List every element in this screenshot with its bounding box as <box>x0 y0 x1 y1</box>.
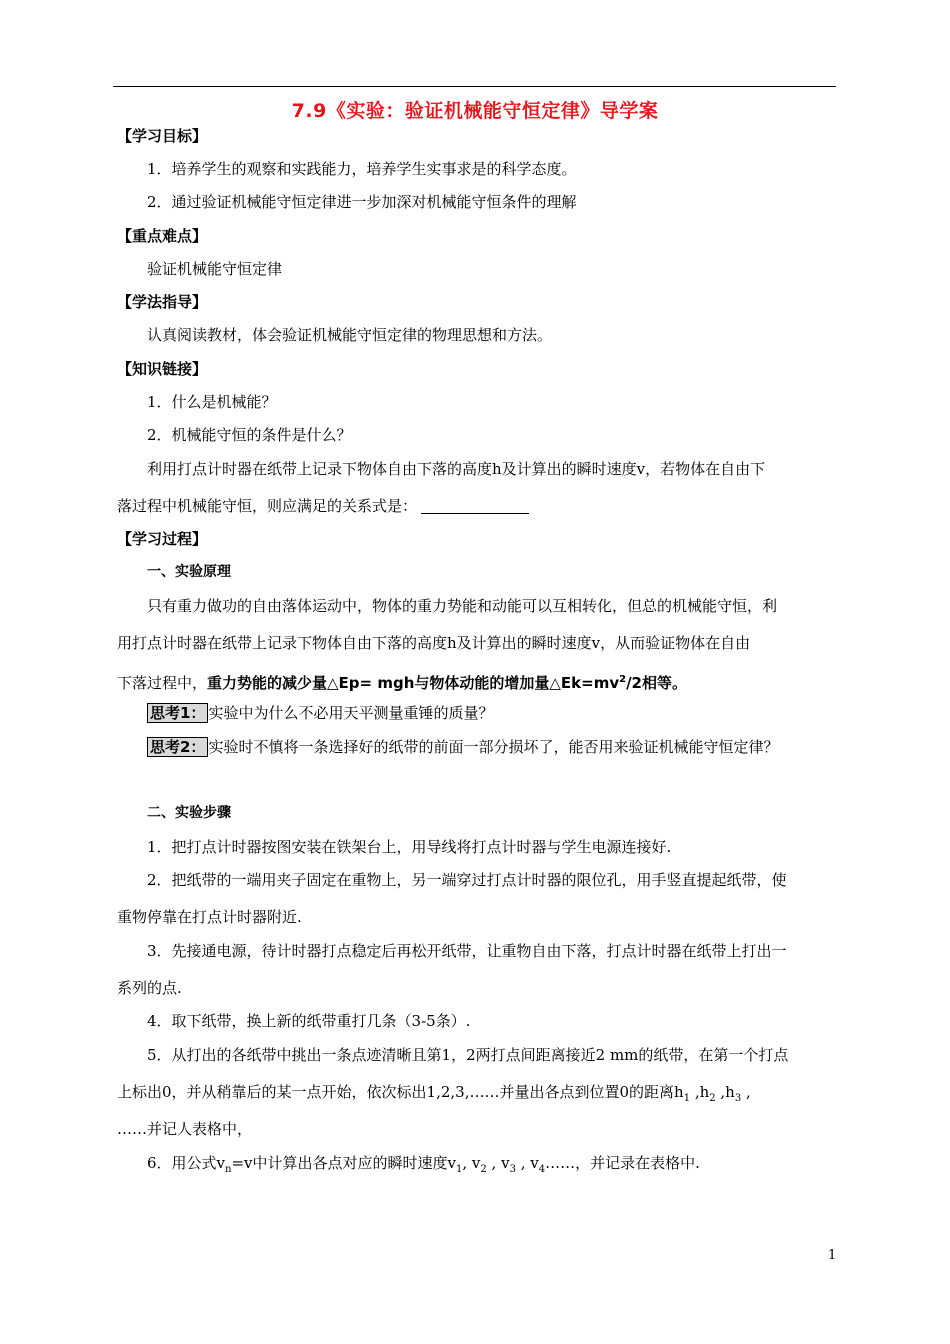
principle-c-bold-1: 重力势能的减少量△Ep= mgh与物体动能的增加量△Ek=mv <box>207 674 620 692</box>
link-2: 2．机械能守恒的条件是什么？ <box>147 426 352 444</box>
step-5b-sub-2: 2 <box>709 1093 716 1104</box>
process-heading: 【学习过程】 <box>117 530 208 548</box>
link-heading: 【知识链接】 <box>117 360 208 378</box>
link-3a: 利用打点计时器在纸带上记录下物体自由下落的高度h及计算出的瞬时速度v，若物体在自由下 <box>147 460 766 478</box>
step-6-sub-n: n <box>225 1164 232 1175</box>
step-5b-sub-1: 1 <box>683 1093 691 1104</box>
link-3b-text: 落过程中机械能守恒，则应满足的关系式是： <box>117 497 418 515</box>
answer-blank <box>421 513 529 514</box>
step-6-text-3: , v <box>462 1154 481 1172</box>
step-5b-text-4: , <box>741 1083 751 1101</box>
step-5a: 5．从打出的各纸带中挑出一条点迹清晰且第1，2两打点间距离接近2 mm的纸带，在第一个打点 <box>147 1046 789 1064</box>
step-6-text-2: =v中计算出各点对应的瞬时速度v <box>231 1154 457 1172</box>
key-heading: 【重点难点】 <box>117 227 208 245</box>
think-2-label: 思考2： <box>147 737 208 757</box>
step-6-sub-3: 3 <box>509 1164 516 1175</box>
step-6-text-1: 6．用公式v <box>147 1154 226 1172</box>
step-5c: ……并记人表格中， <box>117 1120 253 1138</box>
principle-heading: 一、实验原理 <box>147 564 231 580</box>
header-rule <box>113 86 836 87</box>
principle-c-bold-2: /2相等。 <box>626 674 687 692</box>
step-5b-sub-3: 3 <box>734 1093 742 1104</box>
think-1-label: 思考1： <box>147 703 208 723</box>
method-heading: 【学法指导】 <box>117 293 208 311</box>
step-6-sub-1: 1 <box>456 1164 463 1175</box>
document-title: 7.9《实验：验证机械能守恒定律》导学案 <box>291 100 659 122</box>
step-2b: 重物停靠在打点计时器附近. <box>117 908 302 926</box>
step-6-text-6: ……，并记录在表格中. <box>545 1154 700 1172</box>
link-1: 1．什么是机械能？ <box>147 393 277 411</box>
principle-line-c <box>117 670 687 693</box>
think-2-text: 实验时不慎将一条选择好的纸带的前面一部分损坏了，能否用来验证机械能守恒定律？ <box>208 738 779 756</box>
think-2 <box>147 737 778 757</box>
principle-line-b: 用打点计时器在纸带上记录下物体自由下落的高度h及计算出的瞬时速度v，从而验证物体在自由 <box>117 634 751 652</box>
key-text: 验证机械能守恒定律 <box>147 260 283 278</box>
step-1: 1．把打点计时器按图安装在铁架台上，用导线将打点计时器与学生电源连接好. <box>147 838 672 856</box>
method-text: 认真阅读教材，体会验证机械能守恒定律的物理思想和方法。 <box>147 326 553 344</box>
think-1-text: 实验中为什么不必用天平测量重锤的质量？ <box>208 704 494 722</box>
principle-c-plain: 下落过程中， <box>117 674 208 692</box>
principle-c-sup: 2 <box>619 674 627 685</box>
step-3b: 系列的点. <box>117 979 182 997</box>
step-6 <box>147 1153 700 1180</box>
principle-line-a: 只有重力做功的自由落体运动中，物体的重力势能和动能可以互相转化，但总的机械能守恒，利 <box>147 597 778 615</box>
step-5b-text-2: ,h <box>690 1083 710 1101</box>
step-6-text-5: , v <box>515 1154 539 1172</box>
goal-1: 1．培养学生的观察和实践能力，培养学生实事求是的科学态度。 <box>147 160 577 178</box>
step-2a: 2．把纸带的一端用夹子固定在重物上，另一端穿过打点计时器的限位孔，用手竖直提起纸带，使 <box>147 871 787 889</box>
page-number: 1 <box>828 1248 837 1263</box>
step-5b-text-3: ,h <box>715 1083 735 1101</box>
think-1 <box>147 703 493 723</box>
step-6-text-4: , v <box>486 1154 510 1172</box>
goals-heading: 【学习目标】 <box>117 127 208 145</box>
step-4: 4．取下纸带，换上新的纸带重打几条（3-5条）. <box>147 1012 471 1030</box>
step-6-sub-2: 2 <box>480 1164 487 1175</box>
step-5b-text-1: 上标出0，并从稍靠后的某一点开始，依次标出1,2,3,……并量出各点到位置0的距离h <box>117 1083 684 1101</box>
link-3b <box>117 496 529 516</box>
step-6-sub-4: 4 <box>538 1164 546 1175</box>
steps-heading: 二、实验步骤 <box>147 805 231 821</box>
goal-2: 2．通过验证机械能守恒定律进一步加深对机械能守恒条件的理解 <box>147 193 577 211</box>
step-3a: 3．先接通电源，待计时器打点稳定后再松开纸带，让重物自由下落，打点计时器在纸带上打出一 <box>147 942 787 960</box>
step-5b <box>117 1082 751 1109</box>
